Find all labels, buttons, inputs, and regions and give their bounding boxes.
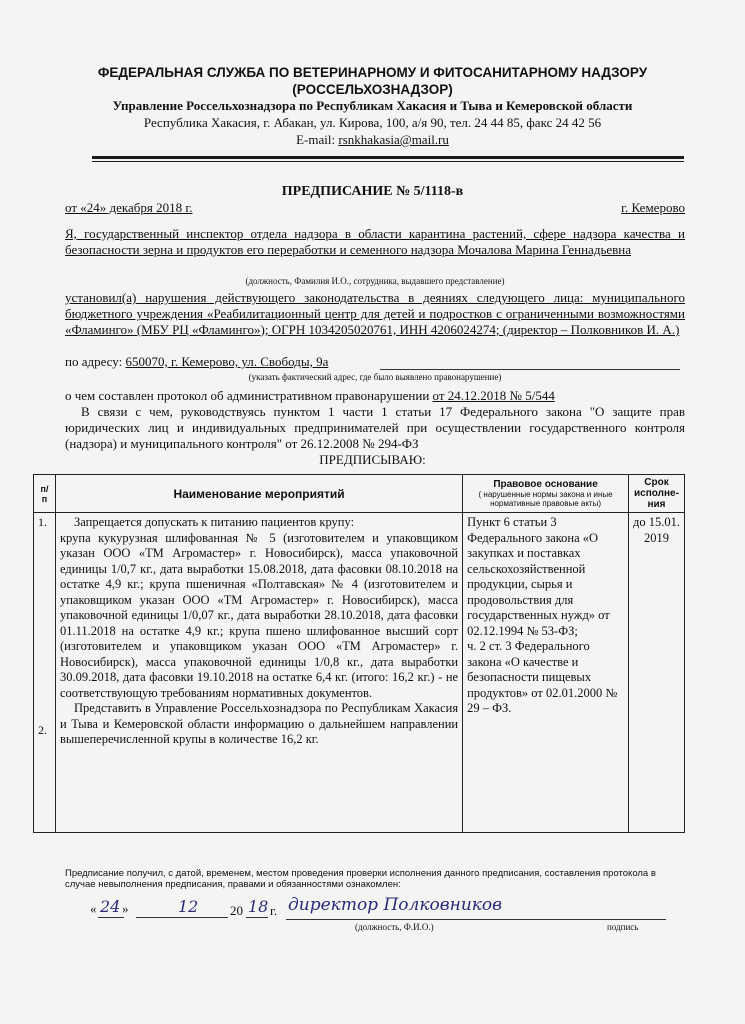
- table-header-row: [34, 475, 685, 513]
- year-abbrev: г.: [270, 903, 278, 918]
- received-note: Предписание получил, с датой, временем, местом проведения проверки исполнения данного предписания, составления протокола в случае невыполнения предписания, правами и обязанностями ознакомлен:: [65, 868, 656, 890]
- row-measures-cell: [55, 513, 462, 833]
- day-close-quote: »: [122, 901, 129, 916]
- row-deadline-cell: до 15.01. 2019: [628, 513, 684, 833]
- month-line: [136, 917, 228, 918]
- agency-line-1: ФЕДЕРАЛЬНАЯ СЛУЖБА ПО ВЕТЕРИНАРНОМУ И ФИТОСАНИТАРНОМУ НАДЗОРУ: [97, 65, 648, 80]
- department-name: Управление Россельхознадзора по Республикам Хакасия и Тыва и Кемеровской области: [112, 98, 633, 113]
- header-num: п/п: [34, 475, 56, 513]
- inspector-paragraph: [65, 226, 685, 258]
- inspector-text: Я, государственный инспектор отдела надзора в области карантина растений, сфере надзора качества и безопасности зерна и продуктов его переработки и семенного надзора Мочалова Марина Геннадьевна: [65, 226, 685, 257]
- table-row: [34, 513, 685, 833]
- row-num-cell: [34, 513, 56, 833]
- day-value: 24: [100, 897, 121, 916]
- year-suffix: 18: [248, 897, 269, 916]
- row-num-1: 1.: [38, 515, 47, 529]
- address-line: [65, 354, 328, 370]
- agency-email: [40, 132, 705, 148]
- address-caption: (указать фактический адрес, где было выявлено правонарушение): [248, 372, 502, 382]
- header-deadline: Срок исполне-ния: [628, 475, 684, 513]
- inspector-caption: (должность, Фамилия И.О., сотрудника, выдавшего представление): [245, 276, 505, 286]
- day-line: [98, 917, 124, 918]
- signature-handwriting: директор Полковников: [288, 895, 503, 915]
- address-label: по адресу:: [65, 354, 126, 369]
- position-line: [286, 919, 666, 920]
- header-divider-thin: [92, 161, 684, 162]
- email-link[interactable]: rsnkhakasia@mail.ru: [338, 132, 449, 147]
- document-title: ПРЕДПИСАНИЕ № 5/1118-в: [281, 184, 464, 199]
- signature-row: [60, 895, 680, 923]
- position-caption: (должность, Ф.И.О.): [355, 922, 434, 932]
- address-fill-line: [380, 369, 680, 370]
- row-num-2: 2.: [38, 723, 47, 737]
- day-open-quote: «: [90, 901, 97, 916]
- header-basis: [463, 475, 629, 513]
- legal-basis-paragraph: В связи с чем, руководствуясь пунктом 1 части 1 статьи 17 Федерального закона "О защите прав юридических лиц и индивидуальных предпринимателей при осуществлении государственного контроля (надзора) и муниципального контроля" от 26.12.2008 № 294-ФЗ: [65, 404, 685, 451]
- signature-caption: подпись: [607, 922, 639, 932]
- measures-table: [33, 474, 685, 833]
- header-basis-label: Правовое основание: [493, 479, 598, 490]
- protocol-value: от 24.12.2018 № 5/544: [432, 388, 555, 403]
- measure-1-body: крупа кукурузная шлифованная № 5 (изготовителем и упаковщиком указан ООО «ТМ Агромастер» г. Новосибирск), масса упаковочной единицы 1/0,7 кг., дата выработки 15.08.2018, дата фасовки 08.10.2018 на остатке 4,9 кг.; крупа пшеничная «Полтавская» № 4 (изготовителем и упаковщиком указан ООО «ТМ Агромастер» г. Новосибирск), масса упаковочной единицы 1/0,07 кг., дата выработки 28.10.2018, дата фасовки 01.11.2018 на остатке 4,9 кг.; крупа пшено шлифованное высший сорт (изготовителем и упаковщиком указан ООО «ТМ Агромастер» г. Новосибирск), масса упаковочной единицы 1/0,8 кг., дата выработки 30.09.2018, дата фасовки 19.10.2018 на остатке 6,4 кг. (итого: 16,2 кг.) - не соответствующую требованиям нормативных документов.: [59, 530, 459, 700]
- agency-name: [40, 64, 705, 98]
- header-basis-note: ( нарушенные нормы закона и иные нормативные правовые акты): [478, 490, 613, 508]
- agency-line-2: (РОССЕЛЬХОЗНАДЗОР): [292, 82, 453, 97]
- measure-2: Представить в Управление Россельхознадзора по Республикам Хакасия и Тыва и Кемеровской области информацию о дальнейшем направлении вышеперечисленной крупы в количестве 16,2 кг.: [59, 701, 459, 746]
- header-measures: Наименование мероприятий: [55, 475, 462, 513]
- month-value: 12: [178, 897, 199, 916]
- order-word: ПРЕДПИСЫВАЮ:: [319, 452, 426, 467]
- protocol-prefix: о чем составлен протокол об административном правонарушении: [65, 388, 433, 403]
- address-value: 650070, г. Кемерово, ул. Свободы, 9а: [125, 354, 329, 369]
- document-date: от «24» декабря 2018 г.: [65, 200, 193, 215]
- protocol-line: [65, 388, 555, 404]
- violator-paragraph: [65, 290, 685, 338]
- email-label: E-mail:: [296, 132, 339, 147]
- violator-text: установил(а) нарушения действующего законодательства в деяниях следующего лица: муниципального бюджетного учреждения «Реабилитационный центр для детей и подростков с ограниченными возможностями «Фламинго» (МБУ РЦ «Фламинго»); ОГРН 1034205020761, ИНН 4206024274; (директор – Полковников И. А.): [65, 290, 685, 337]
- year-line: [246, 917, 268, 918]
- document-city: г. Кемерово: [621, 200, 685, 215]
- year-prefix: 20: [230, 903, 243, 918]
- row-basis-cell: Пункт 6 статьи 3 Федерального закона «О закупках и поставках сельскохозяйственной продукции, сырья и продовольствия для государственных нужд» от 02.12.1994 № 53-ФЗ; ч. 2 ст. 3 Федерального закона «О качестве и безопасности пищевых продуктов» от 02.01.2000 № 29 – ФЗ.: [463, 513, 629, 833]
- measure-1-title: Запрещается допускать к питанию пациентов крупу:: [73, 515, 355, 529]
- agency-address: Республика Хакасия, г. Абакан, ул. Кирова, 100, а/я 90, тел. 24 44 85, факс 24 42 56: [143, 115, 602, 130]
- header-divider-thick: [92, 156, 684, 159]
